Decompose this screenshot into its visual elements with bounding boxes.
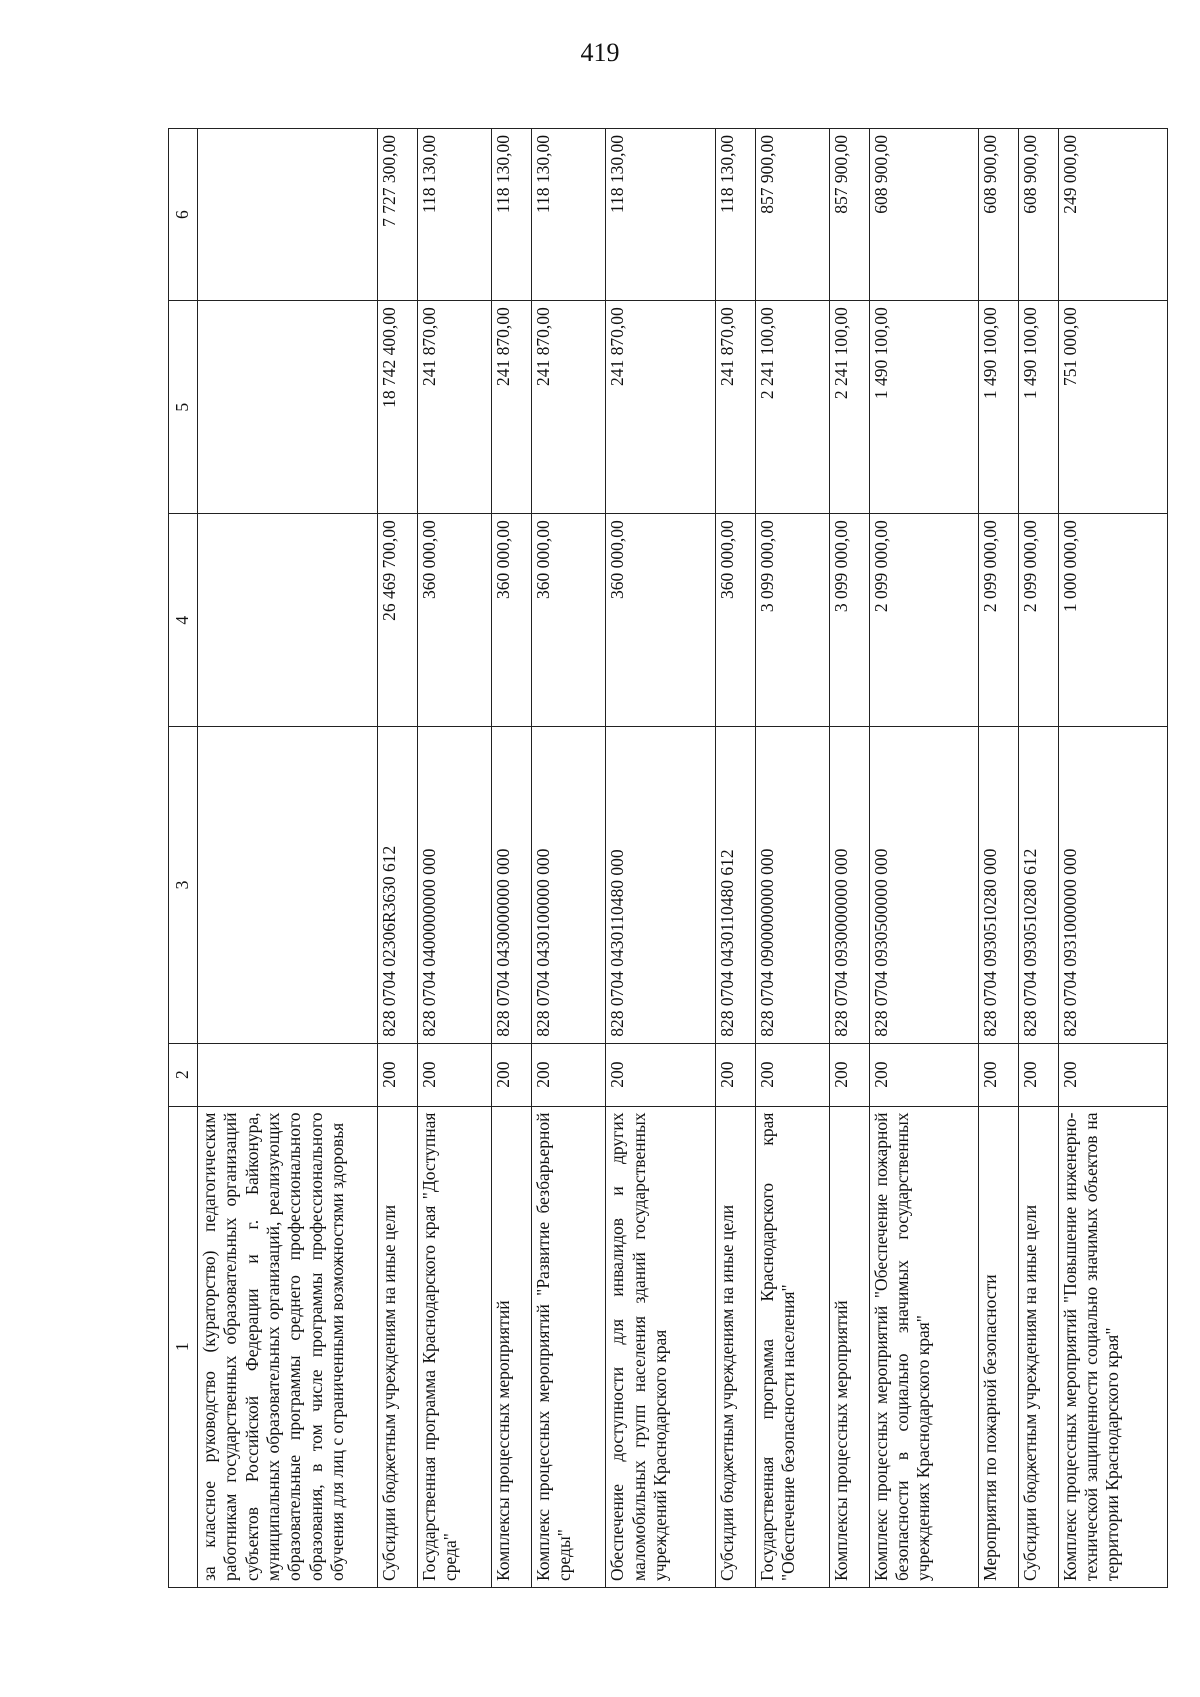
row-value-4: 26 469 700,00 xyxy=(378,514,418,727)
row-value-6: 249 000,00 xyxy=(1058,129,1167,301)
row-code xyxy=(198,1043,378,1106)
table-row xyxy=(1058,129,1167,1588)
row-name: Государственная программа Краснодарского края "Обеспечение безопасности населения" xyxy=(755,1106,830,1587)
table-row xyxy=(378,129,418,1588)
row-code: 200 xyxy=(606,1043,715,1106)
table-row xyxy=(979,129,1019,1588)
table-row xyxy=(492,129,532,1588)
row-kbk: 828 0704 0930510280 612 xyxy=(1018,727,1058,1044)
row-value-4: 360 000,00 xyxy=(606,514,715,727)
table-row xyxy=(755,129,830,1588)
table-row xyxy=(830,129,870,1588)
row-value-6: 118 130,00 xyxy=(417,129,492,301)
row-value-6: 608 900,00 xyxy=(1018,129,1058,301)
row-value-6: 118 130,00 xyxy=(715,129,755,301)
row-value-4: 360 000,00 xyxy=(417,514,492,727)
budget-table xyxy=(168,128,1168,1588)
table-row xyxy=(715,129,755,1588)
row-value-5: 241 870,00 xyxy=(606,301,715,514)
row-value-5: 1 490 100,00 xyxy=(1018,301,1058,514)
row-value-5: 1 490 100,00 xyxy=(869,301,978,514)
row-value-4: 2 099 000,00 xyxy=(979,514,1019,727)
row-kbk xyxy=(198,727,378,1044)
header-col-1: 1 xyxy=(169,1106,198,1587)
row-value-4 xyxy=(198,514,378,727)
row-value-4: 360 000,00 xyxy=(715,514,755,727)
row-code: 200 xyxy=(869,1043,978,1106)
row-value-5 xyxy=(198,301,378,514)
header-col-3: 3 xyxy=(169,727,198,1044)
row-value-5: 751 000,00 xyxy=(1058,301,1167,514)
table-row xyxy=(606,129,715,1588)
table-row xyxy=(417,129,492,1588)
row-value-4: 2 099 000,00 xyxy=(1018,514,1058,727)
row-value-4: 3 099 000,00 xyxy=(830,514,870,727)
header-col-2: 2 xyxy=(169,1043,198,1106)
row-code: 200 xyxy=(715,1043,755,1106)
row-value-6: 608 900,00 xyxy=(979,129,1019,301)
rotated-table-container xyxy=(168,128,1168,1588)
row-code: 200 xyxy=(830,1043,870,1106)
row-kbk: 828 0704 02306R3630 612 xyxy=(378,727,418,1044)
row-value-6: 118 130,00 xyxy=(492,129,532,301)
row-name: Субсидии бюджетным учреждениям на иные цели xyxy=(1018,1106,1058,1587)
header-col-6: 6 xyxy=(169,129,198,301)
row-value-5: 241 870,00 xyxy=(417,301,492,514)
row-code: 200 xyxy=(492,1043,532,1106)
row-name: Государственная программа Краснодарского края "Доступная среда" xyxy=(417,1106,492,1587)
row-value-4: 3 099 000,00 xyxy=(755,514,830,727)
row-name: Комплекс процессных мероприятий "Развитие безбарьерной среды" xyxy=(531,1106,606,1587)
row-name: Обеспечение доступности для инвалидов и других маломобильных групп населения зданий государственных учреждений Краснодарского края xyxy=(606,1106,715,1587)
row-value-4: 360 000,00 xyxy=(492,514,532,727)
row-name: Мероприятия по пожарной безопасности xyxy=(979,1106,1019,1587)
row-code: 200 xyxy=(1018,1043,1058,1106)
table-row xyxy=(1018,129,1058,1588)
row-kbk: 828 0704 0430100000 000 xyxy=(531,727,606,1044)
row-value-4: 1 000 000,00 xyxy=(1058,514,1167,727)
row-name: Комплексы процессных мероприятий xyxy=(492,1106,532,1587)
row-code: 200 xyxy=(979,1043,1019,1106)
row-kbk: 828 0704 0900000000 000 xyxy=(755,727,830,1044)
row-value-5: 2 241 100,00 xyxy=(830,301,870,514)
row-code: 200 xyxy=(1058,1043,1167,1106)
row-value-4: 360 000,00 xyxy=(531,514,606,727)
row-value-5: 1 490 100,00 xyxy=(979,301,1019,514)
row-value-5: 241 870,00 xyxy=(715,301,755,514)
row-value-6: 608 900,00 xyxy=(869,129,978,301)
row-name: Субсидии бюджетным учреждениям на иные цели xyxy=(378,1106,418,1587)
row-value-4: 2 099 000,00 xyxy=(869,514,978,727)
row-value-5: 241 870,00 xyxy=(531,301,606,514)
row-kbk: 828 0704 0430000000 000 xyxy=(492,727,532,1044)
row-kbk: 828 0704 0930500000 000 xyxy=(869,727,978,1044)
row-kbk: 828 0704 0931000000 000 xyxy=(1058,727,1167,1044)
row-value-5: 241 870,00 xyxy=(492,301,532,514)
row-name: Комплексы процессных мероприятий xyxy=(830,1106,870,1587)
table-row xyxy=(198,129,378,1588)
row-value-6: 857 900,00 xyxy=(830,129,870,301)
row-name: Комплекс процессных мероприятий "Повышение инженерно-технической защищенности социально значимых объектов на территории Краснодарского края" xyxy=(1058,1106,1167,1587)
row-value-5: 18 742 400,00 xyxy=(378,301,418,514)
row-name: Комплекс процессных мероприятий "Обеспечение пожарной безопасности в социально значимых государственных учреждениях Краснодарского края" xyxy=(869,1106,978,1587)
row-name: Субсидии бюджетным учреждениям на иные цели xyxy=(715,1106,755,1587)
header-col-4: 4 xyxy=(169,514,198,727)
row-value-6: 857 900,00 xyxy=(755,129,830,301)
row-kbk: 828 0704 0430110480 612 xyxy=(715,727,755,1044)
row-kbk: 828 0704 0400000000 000 xyxy=(417,727,492,1044)
row-value-6 xyxy=(198,129,378,301)
row-name: за классное руководство (кураторство) педагогическим работникам государственных образовательных организаций субъектов Российской Федерации и г. Байконура, муниципальных образовательных организаций, реализующих образовательные программы среднего профессионального образования, в том числе программы профессионального обучения для лиц с ограниченными возможностями здоровья xyxy=(198,1106,378,1587)
table-row xyxy=(869,129,978,1588)
row-value-5: 2 241 100,00 xyxy=(755,301,830,514)
row-kbk: 828 0704 0930000000 000 xyxy=(830,727,870,1044)
row-code: 200 xyxy=(378,1043,418,1106)
row-kbk: 828 0704 0930510280 000 xyxy=(979,727,1019,1044)
header-col-5: 5 xyxy=(169,301,198,514)
row-code: 200 xyxy=(417,1043,492,1106)
row-code: 200 xyxy=(531,1043,606,1106)
header-row xyxy=(169,129,198,1588)
row-value-6: 7 727 300,00 xyxy=(378,129,418,301)
row-kbk: 828 0704 0430110480 000 xyxy=(606,727,715,1044)
page-number: 419 xyxy=(580,38,620,67)
table-row xyxy=(531,129,606,1588)
row-code: 200 xyxy=(755,1043,830,1106)
row-value-6: 118 130,00 xyxy=(606,129,715,301)
row-value-6: 118 130,00 xyxy=(531,129,606,301)
